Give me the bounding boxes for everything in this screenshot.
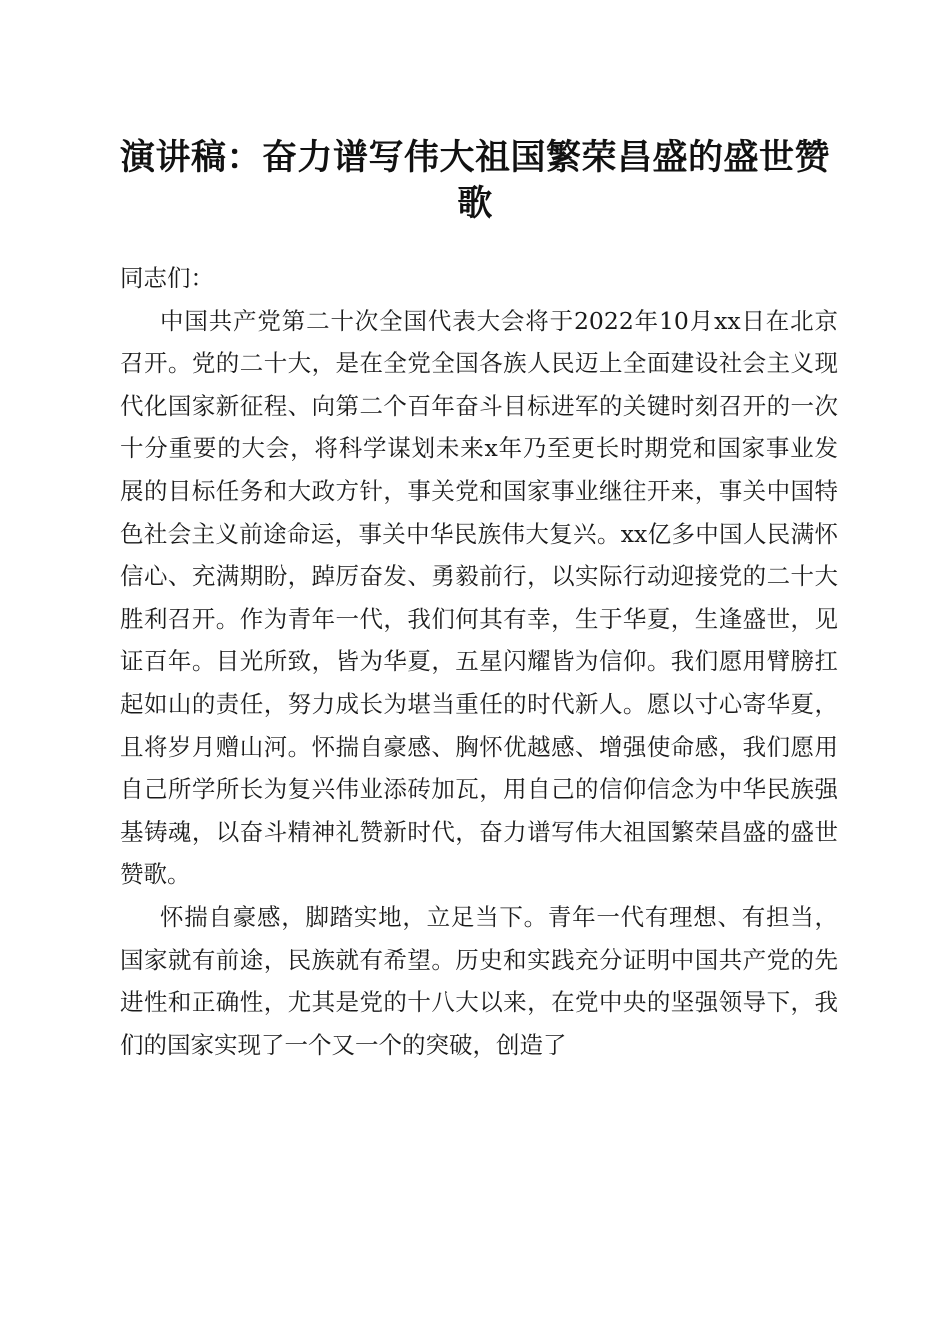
document-body	[120, 257, 838, 1066]
document-title: 演讲稿：奋力谱写伟大祖国繁荣昌盛的盛世赞歌	[119, 137, 830, 224]
greeting: 同志们：	[120, 264, 214, 292]
paragraph: 中国共产党第二十次全国代表大会将于2022年10月xx日在北京召开。党的二十大，是在全党全国各族人民迈上全面建设社会主义现代化国家新征程、向第二个百年奋斗目标进军的关键时刻召开的一次十分重要的大会，将科学谋划未来x年乃至更长时期党和国家事业发展的目标任务和大政方针，事关党和国家事业继往开来，事关中国特色社会主义前途命运，事关中华民族伟大复兴。xx亿多中国人民满怀信心、充满期盼，踔厉奋发、勇毅前行，以实际行动迎接党的二十大胜利召开。作为青年一代，我们何其有幸，生于华夏，生逢盛世，见证百年。目光所致，皆为华夏，五星闪耀皆为信仰。我们愿用臂膀扛起如山的责任，努力成长为堪当重任的时代新人。愿以寸心寄华夏，且将岁月赠山河。怀揣自豪感、胸怀优越感、增强使命感，我们愿用自己所学所长为复兴伟业添砖加瓦，用自己的信仰信念为中华民族强基铸魂，以奋斗精神礼赞新时代，奋力谱写伟大祖国繁荣昌盛的盛世赞歌。	[120, 306, 838, 889]
paragraph: 怀揣自豪感，脚踏实地，立足当下。青年一代有理想、有担当，国家就有前途，民族就有希望。历史和实践充分证明中国共产党的先进性和正确性，尤其是党的十八大以来，在党中央的坚强领导下，我们的国家实现了一个又一个的突破，创造了	[120, 902, 838, 1059]
